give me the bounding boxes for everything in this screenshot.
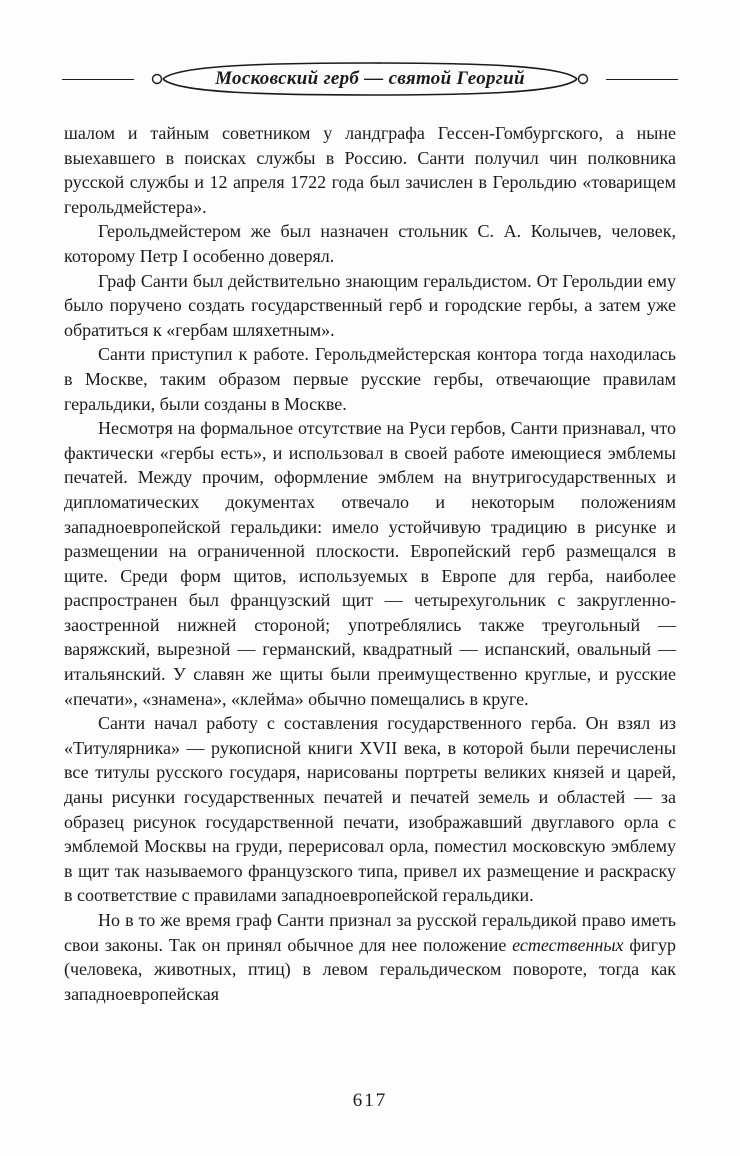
header-rule-right xyxy=(606,79,678,80)
paragraph-segment: Санти начал работу с составления государственного герба. Он взял из «Титулярника» — рукописной книги XVII века, в которой были перечислены все титулы русского государя, нарисованы портреты великих князей и царей, даны рисунки государственных печатей и печатей земель и областей — за образец рисунок государственной печати, изображавший двуглавого орла с эмблемой Москвы на груди, перерисовал орла, поместил московскую эмблему в щит так называемого французского типа, привел их размещение и раскраску в соответствие с правилами западноевропейской геральдики. xyxy=(64,713,676,906)
paragraph-segment: Несмотря на формальное отсутствие на Руси гербов, Санти признавал, что фактически «гербы есть», и использовал в своей работе имеющиеся эмблемы печатей. Между прочим, оформление эмблем на внутригосударственных и дипломатических документах отвечало и некоторым положениям западноевропейской геральдики: имело устойчивую традицию в рисунке и размещении на ограниченной плоскости. Европейский герб размещался в щите. Среди форм щитов, используемых в Европе для герба, наиболее распространен был французский щит — четырехугольник с закругленно-заостренной нижней стороной; употреблялись также треугольный — варяжский, вырезной — германский, квадратный — испанский, овальный — итальянский. У славян же щиты были преимущественно круглые, и русские «печати», «знамена», «клейма» обычно помещались в круге. xyxy=(64,418,676,709)
paragraph xyxy=(64,908,676,1006)
chapter-title: Московский герб — святой Георгий xyxy=(215,68,525,89)
body-text xyxy=(64,121,676,1006)
paragraph-segment: Герольдмейстером же был назначен стольник С. А. Колычев, человек, которому Петр I особенно доверял. xyxy=(64,221,676,266)
paragraph xyxy=(64,342,676,416)
paragraph xyxy=(64,269,676,343)
paragraph-segment: шалом и тайным советником у ландграфа Гессен-Гомбургского, а ныне выехавшего в поисках службы в Россию. Санти получил чин полковника русской службы и 12 апреля 1722 года был зачислен в Герольдию «товарищем герольдмейстера». xyxy=(64,123,676,217)
header-rule-left xyxy=(62,79,134,80)
paragraph-italic-segment: естественных xyxy=(512,934,624,955)
paragraph-segment: Граф Санти был действительно знающим геральдистом. От Герольдии ему было поручено создать государственный герб и городские гербы, а затем уже обратиться к «гербам шляхетным». xyxy=(64,270,676,340)
paragraph xyxy=(64,711,676,908)
paragraph-segment: Санти приступил к работе. Герольдмейстерская контора тогда находилась в Москве, таким образом первые русские гербы, отвечающие правилам геральдики, были созданы в Москве. xyxy=(64,344,676,414)
page-number: 617 xyxy=(352,1090,388,1111)
paragraph-segment: Но в то же время граф Санти признал за русской геральдикой право иметь свои законы. Так он принял обычное для нее положение xyxy=(64,910,676,955)
header-cartouche xyxy=(139,58,601,100)
paragraph-segment: фигур (человека, животных, птиц) в левом геральдическом повороте, тогда как западноевропейская xyxy=(64,934,676,1004)
paragraph xyxy=(64,416,676,711)
paragraph xyxy=(64,219,676,268)
chapter-header xyxy=(62,58,678,100)
paragraph xyxy=(64,121,676,219)
